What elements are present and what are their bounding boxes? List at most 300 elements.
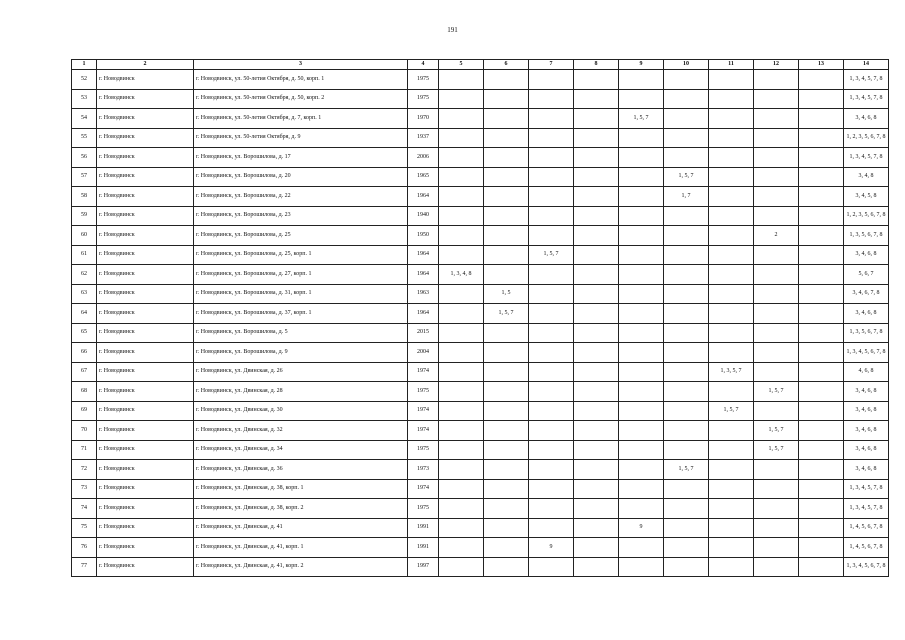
table-cell-col-8 bbox=[574, 265, 619, 285]
column-header-14: 14 bbox=[844, 60, 889, 70]
table-cell-col-6 bbox=[484, 401, 529, 421]
table-cell-col-2: г. Новодвинск bbox=[97, 148, 194, 168]
table-row bbox=[72, 421, 889, 441]
table-cell-col-13 bbox=[799, 206, 844, 226]
table-cell-col-14: 3, 4, 6, 8 bbox=[844, 109, 889, 129]
table-cell-col-9 bbox=[619, 70, 664, 90]
table-cell-col-6 bbox=[484, 343, 529, 363]
table-cell-col-11 bbox=[709, 70, 754, 90]
page-number: 191 bbox=[447, 26, 458, 34]
table-cell-col-13 bbox=[799, 382, 844, 402]
table-cell-col-2: г. Новодвинск bbox=[97, 421, 194, 441]
table-cell-col-10 bbox=[664, 265, 709, 285]
table-cell-col-10 bbox=[664, 128, 709, 148]
table-cell-col-13 bbox=[799, 343, 844, 363]
table-cell-col-7 bbox=[529, 440, 574, 460]
table-cell-col-3: г. Новодвинск, ул. Двинская, д. 36 bbox=[194, 460, 408, 480]
table-cell-col-13 bbox=[799, 226, 844, 246]
table-row bbox=[72, 148, 889, 168]
table-cell-col-3: г. Новодвинск, ул. 50-летия Октября, д. 9 bbox=[194, 128, 408, 148]
table-cell-col-12: 2 bbox=[754, 226, 799, 246]
table-cell-col-11 bbox=[709, 265, 754, 285]
table-cell-col-13 bbox=[799, 70, 844, 90]
table-cell-col-2: г. Новодвинск bbox=[97, 401, 194, 421]
table-cell-col-10 bbox=[664, 148, 709, 168]
table-cell-col-2: г. Новодвинск bbox=[97, 479, 194, 499]
table-cell-col-8 bbox=[574, 70, 619, 90]
table-cell-col-12: 1, 5, 7 bbox=[754, 421, 799, 441]
table-cell-col-5: 1, 3, 4, 8 bbox=[439, 265, 484, 285]
table-cell-col-1: 54 bbox=[72, 109, 97, 129]
table-cell-col-3: г. Новодвинск, ул. Двинская, д. 34 bbox=[194, 440, 408, 460]
table-cell-col-11 bbox=[709, 421, 754, 441]
table-cell-col-13 bbox=[799, 245, 844, 265]
table-cell-col-10 bbox=[664, 421, 709, 441]
table-cell-col-10 bbox=[664, 70, 709, 90]
table-cell-col-1: 70 bbox=[72, 421, 97, 441]
table-cell-col-7 bbox=[529, 362, 574, 382]
table-cell-col-1: 61 bbox=[72, 245, 97, 265]
table-cell-col-3: г. Новодвинск, ул. Ворошилова, д. 20 bbox=[194, 167, 408, 187]
table-cell-col-4: 1991 bbox=[408, 538, 439, 558]
table-cell-col-3: г. Новодвинск, ул. Ворошилова, д. 23 bbox=[194, 206, 408, 226]
table-cell-col-1: 74 bbox=[72, 499, 97, 519]
table-cell-col-1: 55 bbox=[72, 128, 97, 148]
table-cell-col-1: 64 bbox=[72, 304, 97, 324]
table-row bbox=[72, 518, 889, 538]
table-cell-col-14: 1, 3, 4, 5, 7, 8 bbox=[844, 499, 889, 519]
table-cell-col-5 bbox=[439, 343, 484, 363]
table-cell-col-8 bbox=[574, 499, 619, 519]
table-cell-col-9 bbox=[619, 226, 664, 246]
table-cell-col-12 bbox=[754, 499, 799, 519]
table-cell-col-4: 1991 bbox=[408, 518, 439, 538]
table-cell-col-7 bbox=[529, 109, 574, 129]
table-cell-col-4: 1964 bbox=[408, 265, 439, 285]
table-cell-col-1: 73 bbox=[72, 479, 97, 499]
table-cell-col-5 bbox=[439, 167, 484, 187]
table-row bbox=[72, 323, 889, 343]
table-cell-col-11 bbox=[709, 284, 754, 304]
table-cell-col-10 bbox=[664, 499, 709, 519]
table-row bbox=[72, 304, 889, 324]
table-cell-col-10 bbox=[664, 109, 709, 129]
column-header-9: 9 bbox=[619, 60, 664, 70]
table-cell-col-14: 3, 4, 8 bbox=[844, 167, 889, 187]
table-cell-col-3: г. Новодвинск, ул. Ворошилова, д. 9 bbox=[194, 343, 408, 363]
table-cell-col-10: 1, 5, 7 bbox=[664, 167, 709, 187]
table-cell-col-3: г. Новодвинск, ул. Ворошилова, д. 25, корп. 1 bbox=[194, 245, 408, 265]
table-cell-col-9 bbox=[619, 401, 664, 421]
table-cell-col-13 bbox=[799, 109, 844, 129]
table-cell-col-4: 1937 bbox=[408, 128, 439, 148]
table-cell-col-8 bbox=[574, 128, 619, 148]
table-cell-col-2: г. Новодвинск bbox=[97, 245, 194, 265]
table-cell-col-9 bbox=[619, 382, 664, 402]
table-cell-col-4: 1974 bbox=[408, 362, 439, 382]
table-cell-col-5 bbox=[439, 460, 484, 480]
table-cell-col-3: г. Новодвинск, ул. Ворошилова, д. 31, корп. 1 bbox=[194, 284, 408, 304]
table-cell-col-5 bbox=[439, 284, 484, 304]
table-row bbox=[72, 128, 889, 148]
table-cell-col-13 bbox=[799, 167, 844, 187]
table-cell-col-5 bbox=[439, 362, 484, 382]
table-cell-col-6: 1, 5 bbox=[484, 284, 529, 304]
table-cell-col-10 bbox=[664, 245, 709, 265]
table-cell-col-10 bbox=[664, 362, 709, 382]
table-row bbox=[72, 109, 889, 129]
table-cell-col-1: 57 bbox=[72, 167, 97, 187]
table-cell-col-13 bbox=[799, 557, 844, 577]
table-cell-col-7 bbox=[529, 323, 574, 343]
table-cell-col-10 bbox=[664, 479, 709, 499]
table-cell-col-8 bbox=[574, 304, 619, 324]
table-cell-col-2: г. Новодвинск bbox=[97, 499, 194, 519]
table-cell-col-4: 1963 bbox=[408, 284, 439, 304]
table-cell-col-4: 1970 bbox=[408, 109, 439, 129]
table-cell-col-8 bbox=[574, 323, 619, 343]
table-cell-col-5 bbox=[439, 440, 484, 460]
table-cell-col-8 bbox=[574, 89, 619, 109]
table-cell-col-11 bbox=[709, 148, 754, 168]
table-cell-col-12 bbox=[754, 206, 799, 226]
column-header-2: 2 bbox=[97, 60, 194, 70]
table-cell-col-2: г. Новодвинск bbox=[97, 518, 194, 538]
table-cell-col-11 bbox=[709, 89, 754, 109]
table-cell-col-13 bbox=[799, 187, 844, 207]
table-cell-col-2: г. Новодвинск bbox=[97, 538, 194, 558]
table-cell-col-8 bbox=[574, 440, 619, 460]
table-cell-col-12 bbox=[754, 323, 799, 343]
table-cell-col-14: 1, 2, 3, 5, 6, 7, 8 bbox=[844, 206, 889, 226]
table-cell-col-13 bbox=[799, 148, 844, 168]
table-cell-col-4: 1975 bbox=[408, 89, 439, 109]
table-cell-col-9 bbox=[619, 167, 664, 187]
table-cell-col-4: 1974 bbox=[408, 401, 439, 421]
table-body bbox=[72, 70, 889, 577]
table-row bbox=[72, 440, 889, 460]
table-cell-col-9 bbox=[619, 89, 664, 109]
table-cell-col-3: г. Новодвинск, ул. 50-летия Октября, д. 50, корп. 1 bbox=[194, 70, 408, 90]
table-cell-col-4: 1950 bbox=[408, 226, 439, 246]
table-cell-col-13 bbox=[799, 421, 844, 441]
table-cell-col-13 bbox=[799, 89, 844, 109]
table-cell-col-12 bbox=[754, 245, 799, 265]
table-cell-col-7 bbox=[529, 284, 574, 304]
table-cell-col-6 bbox=[484, 557, 529, 577]
table-cell-col-5 bbox=[439, 499, 484, 519]
table-cell-col-11 bbox=[709, 479, 754, 499]
table-cell-col-3: г. Новодвинск, ул. Двинская, д. 32 bbox=[194, 421, 408, 441]
table-cell-col-9 bbox=[619, 187, 664, 207]
table-cell-col-11 bbox=[709, 382, 754, 402]
table-cell-col-12: 1, 5, 7 bbox=[754, 382, 799, 402]
table-cell-col-5 bbox=[439, 128, 484, 148]
table-cell-col-2: г. Новодвинск bbox=[97, 226, 194, 246]
table-cell-col-11 bbox=[709, 226, 754, 246]
table-cell-col-4: 1975 bbox=[408, 382, 439, 402]
table-cell-col-9 bbox=[619, 148, 664, 168]
table-cell-col-14: 3, 4, 5, 8 bbox=[844, 187, 889, 207]
table-cell-col-8 bbox=[574, 167, 619, 187]
table-cell-col-11 bbox=[709, 557, 754, 577]
table-cell-col-11 bbox=[709, 109, 754, 129]
table-cell-col-6 bbox=[484, 479, 529, 499]
table-row bbox=[72, 187, 889, 207]
table-cell-col-3: г. Новодвинск, ул. Ворошилова, д. 17 bbox=[194, 148, 408, 168]
table-cell-col-1: 66 bbox=[72, 343, 97, 363]
table-cell-col-9 bbox=[619, 460, 664, 480]
table-cell-col-6 bbox=[484, 70, 529, 90]
table-cell-col-12 bbox=[754, 479, 799, 499]
table-cell-col-2: г. Новодвинск bbox=[97, 89, 194, 109]
table-cell-col-14: 1, 3, 4, 5, 7, 8 bbox=[844, 70, 889, 90]
table-row bbox=[72, 226, 889, 246]
table-cell-col-9 bbox=[619, 362, 664, 382]
table-cell-col-8 bbox=[574, 148, 619, 168]
table-cell-col-1: 72 bbox=[72, 460, 97, 480]
table-cell-col-9 bbox=[619, 499, 664, 519]
table-cell-col-8 bbox=[574, 362, 619, 382]
table-cell-col-14: 1, 3, 4, 5, 7, 8 bbox=[844, 148, 889, 168]
table-cell-col-5 bbox=[439, 70, 484, 90]
table-cell-col-12 bbox=[754, 362, 799, 382]
table-row bbox=[72, 557, 889, 577]
table-cell-col-2: г. Новодвинск bbox=[97, 206, 194, 226]
table-cell-col-5 bbox=[439, 206, 484, 226]
table-cell-col-11 bbox=[709, 187, 754, 207]
table-cell-col-3: г. Новодвинск, ул. Двинская, д. 41, корп. 1 bbox=[194, 538, 408, 558]
table-cell-col-13 bbox=[799, 460, 844, 480]
table-row bbox=[72, 343, 889, 363]
table-cell-col-10 bbox=[664, 206, 709, 226]
table-cell-col-13 bbox=[799, 128, 844, 148]
table-cell-col-8 bbox=[574, 401, 619, 421]
table-cell-col-11 bbox=[709, 206, 754, 226]
table-cell-col-1: 62 bbox=[72, 265, 97, 285]
table-cell-col-6: 1, 5, 7 bbox=[484, 304, 529, 324]
table-cell-col-5 bbox=[439, 187, 484, 207]
table-cell-col-7 bbox=[529, 70, 574, 90]
table-cell-col-1: 77 bbox=[72, 557, 97, 577]
table-cell-col-8 bbox=[574, 518, 619, 538]
housing-table bbox=[71, 59, 889, 577]
table-cell-col-9 bbox=[619, 128, 664, 148]
table-cell-col-1: 53 bbox=[72, 89, 97, 109]
table-cell-col-7 bbox=[529, 460, 574, 480]
table-cell-col-13 bbox=[799, 518, 844, 538]
table-cell-col-1: 63 bbox=[72, 284, 97, 304]
table-cell-col-7 bbox=[529, 499, 574, 519]
column-header-1: 1 bbox=[72, 60, 97, 70]
table-cell-col-7: 9 bbox=[529, 538, 574, 558]
table-cell-col-14: 1, 3, 4, 5, 6, 7, 8 bbox=[844, 343, 889, 363]
table-cell-col-11 bbox=[709, 460, 754, 480]
table-cell-col-11 bbox=[709, 518, 754, 538]
table-cell-col-6 bbox=[484, 187, 529, 207]
header-row bbox=[72, 60, 889, 70]
table-cell-col-10 bbox=[664, 382, 709, 402]
table-cell-col-5 bbox=[439, 479, 484, 499]
table-cell-col-4: 2006 bbox=[408, 148, 439, 168]
table-cell-col-8 bbox=[574, 109, 619, 129]
table-cell-col-11 bbox=[709, 304, 754, 324]
table-cell-col-1: 68 bbox=[72, 382, 97, 402]
table-cell-col-10: 1, 7 bbox=[664, 187, 709, 207]
table-cell-col-14: 1, 3, 4, 5, 7, 8 bbox=[844, 89, 889, 109]
table-cell-col-6 bbox=[484, 167, 529, 187]
table-cell-col-1: 67 bbox=[72, 362, 97, 382]
table-cell-col-3: г. Новодвинск, ул. Ворошилова, д. 37, корп. 1 bbox=[194, 304, 408, 324]
table-cell-col-8 bbox=[574, 421, 619, 441]
table-cell-col-9 bbox=[619, 265, 664, 285]
table-cell-col-4: 1965 bbox=[408, 167, 439, 187]
table-cell-col-7 bbox=[529, 187, 574, 207]
table-cell-col-6 bbox=[484, 323, 529, 343]
table-cell-col-6 bbox=[484, 382, 529, 402]
table-cell-col-11 bbox=[709, 128, 754, 148]
table-cell-col-14: 1, 3, 5, 6, 7, 8 bbox=[844, 226, 889, 246]
table-cell-col-1: 69 bbox=[72, 401, 97, 421]
table-cell-col-1: 71 bbox=[72, 440, 97, 460]
table-cell-col-3: г. Новодвинск, ул. Двинская, д. 26 bbox=[194, 362, 408, 382]
table-cell-col-2: г. Новодвинск bbox=[97, 265, 194, 285]
table-cell-col-14: 1, 2, 3, 5, 6, 7, 8 bbox=[844, 128, 889, 148]
table-cell-col-6 bbox=[484, 206, 529, 226]
table-cell-col-14: 3, 4, 6, 7, 8 bbox=[844, 284, 889, 304]
table-cell-col-4: 1974 bbox=[408, 421, 439, 441]
table-cell-col-7 bbox=[529, 557, 574, 577]
table-cell-col-3: г. Новодвинск, ул. Двинская, д. 30 bbox=[194, 401, 408, 421]
table-cell-col-8 bbox=[574, 557, 619, 577]
table-cell-col-7 bbox=[529, 479, 574, 499]
table-cell-col-8 bbox=[574, 382, 619, 402]
table-cell-col-12 bbox=[754, 89, 799, 109]
column-header-12: 12 bbox=[754, 60, 799, 70]
table-cell-col-8 bbox=[574, 479, 619, 499]
table-cell-col-7 bbox=[529, 343, 574, 363]
table-cell-col-8 bbox=[574, 343, 619, 363]
table-cell-col-4: 1997 bbox=[408, 557, 439, 577]
column-header-4: 4 bbox=[408, 60, 439, 70]
table-cell-col-2: г. Новодвинск bbox=[97, 362, 194, 382]
table-cell-col-13 bbox=[799, 538, 844, 558]
table-cell-col-14: 3, 4, 6, 8 bbox=[844, 421, 889, 441]
table-cell-col-14: 3, 4, 6, 8 bbox=[844, 440, 889, 460]
table-row bbox=[72, 460, 889, 480]
table-cell-col-9 bbox=[619, 284, 664, 304]
table-cell-col-5 bbox=[439, 382, 484, 402]
table-cell-col-7 bbox=[529, 304, 574, 324]
table-cell-col-6 bbox=[484, 518, 529, 538]
table-cell-col-3: г. Новодвинск, ул. Двинская, д. 28 bbox=[194, 382, 408, 402]
table-cell-col-8 bbox=[574, 245, 619, 265]
table-cell-col-2: г. Новодвинск bbox=[97, 304, 194, 324]
table-cell-col-6 bbox=[484, 148, 529, 168]
table-cell-col-12 bbox=[754, 401, 799, 421]
table-cell-col-13 bbox=[799, 401, 844, 421]
table-cell-col-5 bbox=[439, 557, 484, 577]
table-cell-col-3: г. Новодвинск, ул. Двинская, д. 38, корп. 1 bbox=[194, 479, 408, 499]
table-cell-col-9 bbox=[619, 479, 664, 499]
table-cell-col-9 bbox=[619, 557, 664, 577]
table-cell-col-5 bbox=[439, 304, 484, 324]
table-cell-col-5 bbox=[439, 538, 484, 558]
table-cell-col-7 bbox=[529, 518, 574, 538]
table-cell-col-9 bbox=[619, 538, 664, 558]
table-cell-col-11 bbox=[709, 245, 754, 265]
table-cell-col-3: г. Новодвинск, ул. Ворошилова, д. 25 bbox=[194, 226, 408, 246]
table-cell-col-11 bbox=[709, 167, 754, 187]
table-cell-col-4: 1974 bbox=[408, 479, 439, 499]
table-cell-col-9: 1, 5, 7 bbox=[619, 109, 664, 129]
table-row bbox=[72, 362, 889, 382]
table-cell-col-1: 75 bbox=[72, 518, 97, 538]
table-cell-col-9 bbox=[619, 206, 664, 226]
table-cell-col-7 bbox=[529, 206, 574, 226]
table-cell-col-3: г. Новодвинск, ул. Ворошилова, д. 27, корп. 1 bbox=[194, 265, 408, 285]
table-cell-col-4: 1975 bbox=[408, 499, 439, 519]
table-cell-col-12 bbox=[754, 109, 799, 129]
table-cell-col-7 bbox=[529, 421, 574, 441]
table-cell-col-3: г. Новодвинск, ул. Двинская, д. 41 bbox=[194, 518, 408, 538]
table-cell-col-7 bbox=[529, 148, 574, 168]
table-row bbox=[72, 167, 889, 187]
table-cell-col-1: 65 bbox=[72, 323, 97, 343]
table-row bbox=[72, 382, 889, 402]
table-cell-col-2: г. Новодвинск bbox=[97, 460, 194, 480]
table-cell-col-8 bbox=[574, 226, 619, 246]
table-cell-col-5 bbox=[439, 245, 484, 265]
table-cell-col-14: 3, 4, 6, 8 bbox=[844, 401, 889, 421]
table-cell-col-14: 3, 4, 6, 8 bbox=[844, 382, 889, 402]
table-cell-col-10 bbox=[664, 343, 709, 363]
table-cell-col-7 bbox=[529, 226, 574, 246]
table-row bbox=[72, 284, 889, 304]
table-cell-col-2: г. Новодвинск bbox=[97, 187, 194, 207]
table-cell-col-8 bbox=[574, 284, 619, 304]
table-cell-col-6 bbox=[484, 226, 529, 246]
table-cell-col-6 bbox=[484, 265, 529, 285]
column-header-7: 7 bbox=[529, 60, 574, 70]
table-cell-col-4: 1973 bbox=[408, 460, 439, 480]
table-cell-col-5 bbox=[439, 421, 484, 441]
table-cell-col-12 bbox=[754, 128, 799, 148]
table-cell-col-7 bbox=[529, 89, 574, 109]
table-cell-col-13 bbox=[799, 323, 844, 343]
table-row bbox=[72, 245, 889, 265]
table-cell-col-5 bbox=[439, 89, 484, 109]
table-cell-col-14: 1, 4, 5, 6, 7, 8 bbox=[844, 518, 889, 538]
table-cell-col-7 bbox=[529, 382, 574, 402]
table-row bbox=[72, 265, 889, 285]
table-cell-col-10 bbox=[664, 284, 709, 304]
table-cell-col-8 bbox=[574, 460, 619, 480]
table-cell-col-8 bbox=[574, 206, 619, 226]
table-header bbox=[72, 60, 889, 70]
table-cell-col-4: 1975 bbox=[408, 70, 439, 90]
table-cell-col-11 bbox=[709, 323, 754, 343]
table-cell-col-2: г. Новодвинск bbox=[97, 323, 194, 343]
table-cell-col-12 bbox=[754, 187, 799, 207]
table-cell-col-2: г. Новодвинск bbox=[97, 557, 194, 577]
table-cell-col-6 bbox=[484, 460, 529, 480]
column-header-10: 10 bbox=[664, 60, 709, 70]
table-cell-col-11: 1, 5, 7 bbox=[709, 401, 754, 421]
table-cell-col-3: г. Новодвинск, ул. Двинская, д. 38, корп. 2 bbox=[194, 499, 408, 519]
table-cell-col-10: 1, 5, 7 bbox=[664, 460, 709, 480]
table-cell-col-14: 3, 4, 6, 8 bbox=[844, 245, 889, 265]
